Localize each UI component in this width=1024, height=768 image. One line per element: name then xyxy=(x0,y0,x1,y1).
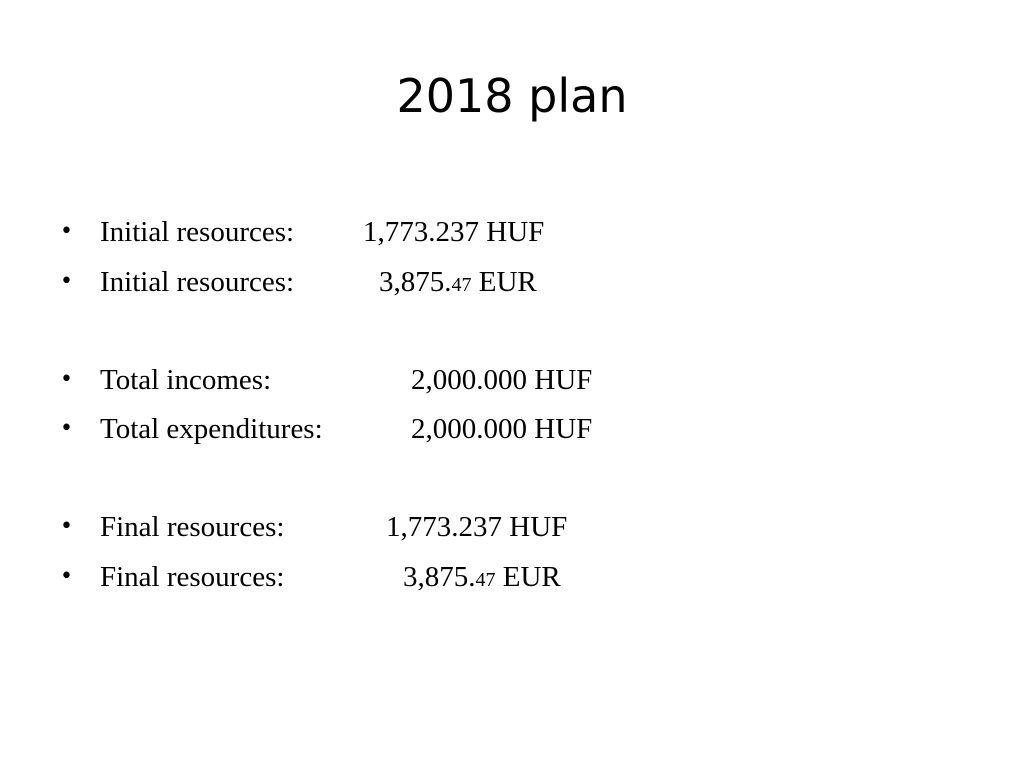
item-label: Initial resources: xyxy=(100,216,295,248)
item-value xyxy=(411,360,592,400)
slide-title: 2018 plan xyxy=(396,69,628,123)
item-value xyxy=(379,262,537,305)
bullet-icon: • xyxy=(60,269,73,294)
item-value xyxy=(403,557,561,600)
item-value-main: 3,875. xyxy=(379,266,452,298)
item-value xyxy=(411,409,592,449)
item-value-main: 1,773.237 HUF xyxy=(386,511,568,543)
item-value-suffix: EUR xyxy=(471,266,537,298)
item-value-small: 47 xyxy=(475,569,496,591)
bullet-icon: • xyxy=(60,416,73,441)
item-value xyxy=(363,212,544,252)
bullet-icon: • xyxy=(60,514,73,539)
item-label: Final resources: xyxy=(100,511,285,543)
item-value-main: 2,000.000 HUF xyxy=(411,364,593,396)
item-value xyxy=(386,507,567,547)
bullet-icon: • xyxy=(60,219,73,244)
item-value-main: 2,000.000 HUF xyxy=(411,413,593,445)
bullet-icon: • xyxy=(60,564,73,589)
item-value-main: 1,773.237 HUF xyxy=(363,216,545,248)
item-value-small: 47 xyxy=(451,274,472,296)
bullet-icon: • xyxy=(60,367,73,392)
item-label: Total expenditures: xyxy=(100,413,323,445)
item-label: Initial resources: xyxy=(100,266,295,298)
item-label: Final resources: xyxy=(100,561,285,593)
item-value-suffix: EUR xyxy=(495,561,561,593)
item-value-main: 3,875. xyxy=(403,561,476,593)
item-label: Total incomes: xyxy=(100,364,272,396)
